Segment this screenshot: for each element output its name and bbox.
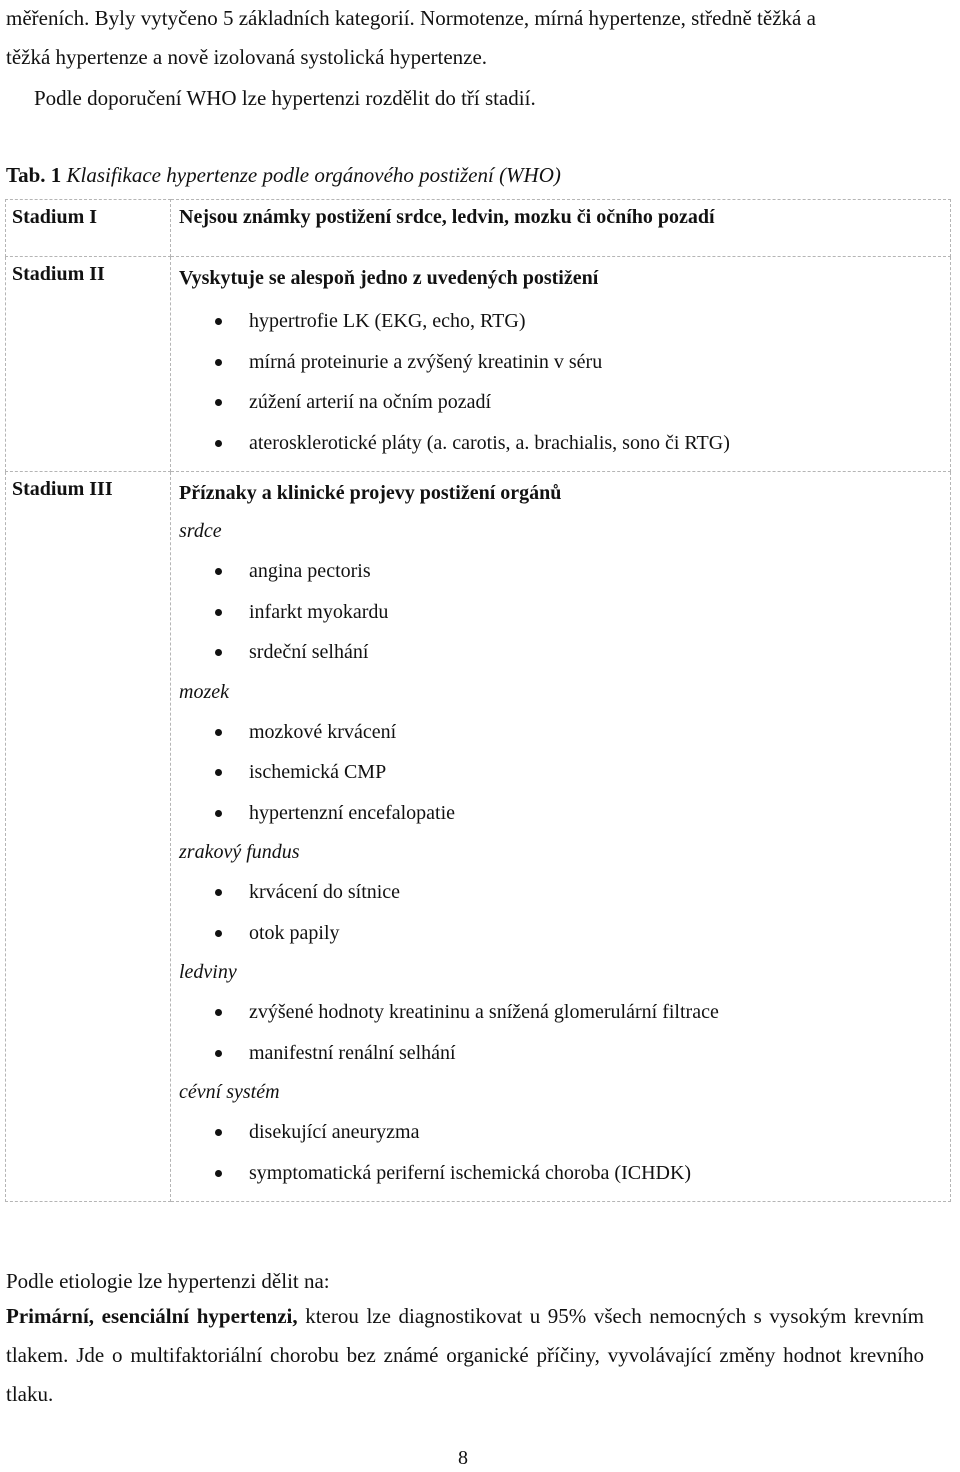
stage-description — [171, 257, 951, 472]
primary-hypertension-term: Primární, esenciální hypertenzi, — [6, 1304, 298, 1328]
intro-line-3: Podle doporučení WHO lze hypertenzi rozdělit do tří stadií. — [34, 86, 536, 110]
list-item: srdeční selhání — [179, 632, 950, 673]
stage-heading: Vyskytuje se alespoň jedno z uvedených postižení — [179, 267, 599, 289]
organ-group-vascular: cévní systém — [179, 1081, 280, 1103]
list-item: krvácení do sítnice — [179, 872, 950, 913]
table-row — [6, 200, 951, 257]
hypertension-classification-table — [5, 199, 951, 1202]
intro-line-1: měřeních. Byly vytyčeno 5 základních kategorií. Normotenze, mírná hypertenze, středně těžká a — [6, 6, 816, 30]
list-item: mozkové krvácení — [179, 712, 950, 753]
stage-heading: Nejsou známky postižení srdce, ledvin, mozku či očního pozadí — [179, 206, 715, 228]
page-number: 8 — [458, 1447, 468, 1469]
stage-label: Stadium II — [6, 257, 171, 472]
table-row — [6, 257, 951, 472]
etiology-paragraph: Podle etiologie lze hypertenzi dělit na: — [6, 1269, 330, 1293]
list-item: mírná proteinurie a zvýšený kreatinin v séru — [179, 342, 950, 383]
list-item: zvýšené hodnoty kreatininu a snížená glomerulární filtrace — [179, 992, 950, 1033]
finding-list — [179, 301, 950, 463]
organ-group-fundus: zrakový fundus — [179, 841, 300, 863]
finding-list — [179, 551, 950, 673]
table-caption — [6, 163, 561, 188]
intro-line-2: těžká hypertenze a nově izolovaná systolická hypertenze. — [6, 45, 488, 69]
list-item: hypertrofie LK (EKG, echo, RTG) — [179, 301, 950, 342]
primary-hypertension-text: kterou lze diagnostikovat u 95% všech nemocných s vysokým krevním tlakem. Jde o multifaktoriální chorobu bez známé organické příčiny, vyvolávající změny hodnot krevního tlaku. — [6, 1304, 924, 1406]
list-item: symptomatická periferní ischemická choroba (ICHDK) — [179, 1153, 950, 1194]
organ-group-heart: srdce — [179, 520, 222, 542]
stage-label: Stadium III — [6, 472, 171, 1202]
list-item: zúžení arterií na očním pozadí — [179, 382, 950, 423]
list-item: disekující aneuryzma — [179, 1112, 950, 1153]
list-item: infarkt myokardu — [179, 592, 950, 633]
table-caption-label: Tab. 1 — [6, 163, 62, 187]
finding-list — [179, 712, 950, 834]
list-item: hypertenzní encefalopatie — [179, 793, 950, 834]
stage-heading: Příznaky a klinické projevy postižení orgánů — [179, 482, 562, 504]
table-caption-title: Klasifikace hypertenze podle orgánového postižení (WHO) — [66, 163, 561, 187]
stage-description — [171, 472, 951, 1202]
organ-group-kidneys: ledviny — [179, 961, 237, 983]
primary-hypertension-paragraph — [6, 1297, 924, 1414]
list-item: otok papily — [179, 913, 950, 954]
finding-list — [179, 1112, 950, 1193]
stage-description — [171, 200, 951, 257]
stage-label: Stadium I — [6, 200, 171, 257]
organ-group-brain: mozek — [179, 680, 229, 703]
table-row — [6, 472, 951, 1202]
finding-list — [179, 872, 950, 953]
list-item: ischemická CMP — [179, 752, 950, 793]
list-item: angina pectoris — [179, 551, 950, 592]
list-item: aterosklerotické pláty (a. carotis, a. brachialis, sono či RTG) — [179, 423, 950, 464]
list-item: manifestní renální selhání — [179, 1033, 950, 1074]
finding-list — [179, 992, 950, 1073]
